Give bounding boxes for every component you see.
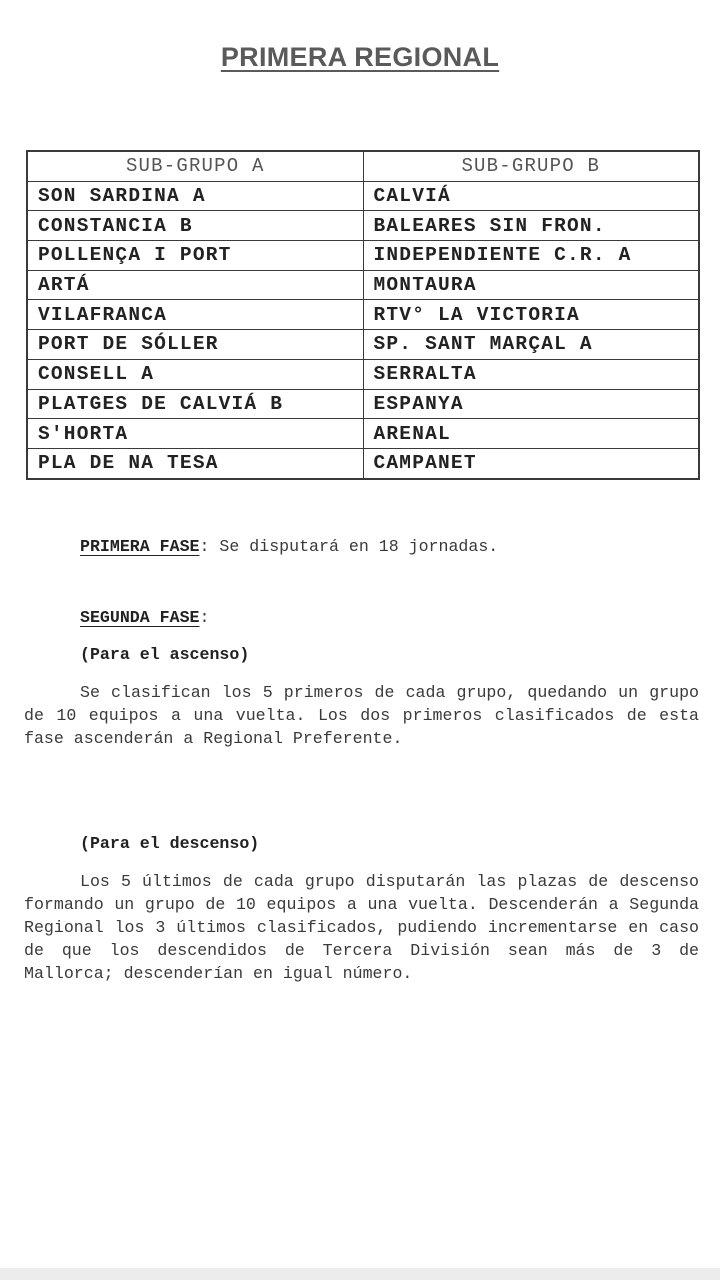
- team-cell-b: INDEPENDIENTE C.R. A: [363, 241, 699, 271]
- team-cell-a: ARTÁ: [27, 270, 363, 300]
- team-cell-b: SP. SANT MARÇAL A: [363, 330, 699, 360]
- table-row: [27, 419, 699, 449]
- table-row: [27, 389, 699, 419]
- table-row: [27, 448, 699, 478]
- team-cell-a: CONSTANCIA B: [27, 211, 363, 241]
- table-row: [27, 330, 699, 360]
- descenso-paragraph: Los 5 últimos de cada grupo disputarán las plazas de descenso formando un grupo de 10 equipos a una vuelta. Descenderán a Segunda Regional los 3 últimos clasificados, pudiendo incrementarse en caso de que los descendidos de Tercera División sean más de 3 de Mallorca; descenderían en igual número.: [24, 872, 699, 983]
- segunda-fase-colon: :: [199, 608, 210, 627]
- table-row: [27, 181, 699, 211]
- team-cell-b: CALVIÁ: [363, 181, 699, 211]
- team-cell-a: PLATGES DE CALVIÁ B: [27, 389, 363, 419]
- team-cell-b: RTV° LA VICTORIA: [363, 300, 699, 330]
- primera-fase-line: [80, 535, 700, 558]
- table-row: [27, 359, 699, 389]
- team-cell-a: VILAFRANCA: [27, 300, 363, 330]
- table-row: [27, 270, 699, 300]
- ascenso-heading-line: [80, 643, 700, 666]
- segunda-fase-line: [80, 606, 700, 629]
- table-header-row: [27, 151, 699, 181]
- table-row: [27, 211, 699, 241]
- document-title-text: PRIMERA REGIONAL: [220, 42, 500, 72]
- team-cell-b: SERRALTA: [363, 359, 699, 389]
- header-sub-grupo-a: SUB-GRUPO A: [27, 151, 363, 181]
- ascenso-paragraph: Se clasifican los 5 primeros de cada grupo, quedando un grupo de 10 equipos a una vuelta. Los dos primeros clasificados de esta fase ascenderán a Regional Preferente.: [24, 683, 699, 748]
- teams-table: [26, 150, 700, 480]
- primera-fase-text: : Se disputará en 18 jornadas.: [199, 537, 499, 556]
- ascenso-heading: (Para el ascenso): [80, 645, 250, 664]
- primera-fase-label: PRIMERA FASE: [80, 537, 200, 556]
- team-cell-a: PORT DE SÓLLER: [27, 330, 363, 360]
- team-cell-a: SON SARDINA A: [27, 181, 363, 211]
- header-sub-grupo-b: SUB-GRUPO B: [363, 151, 699, 181]
- table-row: [27, 241, 699, 271]
- team-cell-b: ARENAL: [363, 419, 699, 449]
- team-cell-a: PLA DE NA TESA: [27, 448, 363, 478]
- document-title: [0, 42, 720, 73]
- team-cell-b: BALEARES SIN FRON.: [363, 211, 699, 241]
- team-cell-b: CAMPANET: [363, 448, 699, 478]
- team-cell-a: POLLENÇA I PORT: [27, 241, 363, 271]
- segunda-fase-label: SEGUNDA FASE: [80, 608, 200, 627]
- team-cell-b: ESPANYA: [363, 389, 699, 419]
- page-bottom-edge: [0, 1268, 720, 1280]
- team-cell-a: S'HORTA: [27, 419, 363, 449]
- descenso-heading-line: [80, 832, 700, 855]
- table-row: [27, 300, 699, 330]
- team-cell-b: MONTAURA: [363, 270, 699, 300]
- team-cell-a: CONSELL A: [27, 359, 363, 389]
- descenso-heading: (Para el descenso): [80, 834, 260, 853]
